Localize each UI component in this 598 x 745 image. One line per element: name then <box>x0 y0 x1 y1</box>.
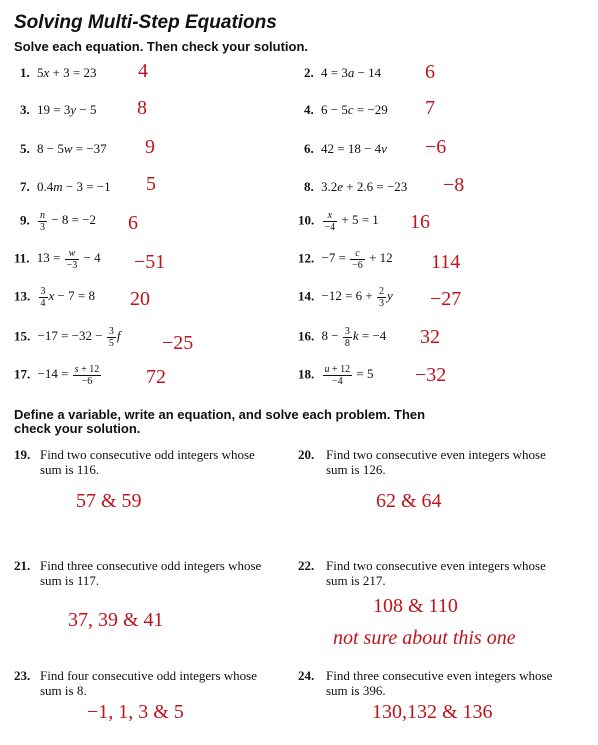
answer-14: −27 <box>430 288 462 310</box>
equation-9: $\frac{n}{3}$ − 8 = −2 <box>40 210 96 233</box>
problem-10: 10. $\frac{x}{-4}$ + 5 = 1 <box>298 210 379 233</box>
equation-18: $\frac{u + 12}{-4}$ = 5 <box>324 364 374 387</box>
answer-23: −1, 1, 3 & 5 <box>87 701 184 723</box>
problem-5: 5. 8 − 5w = −37 <box>20 141 107 156</box>
equation-14: −12 = 6 + $\frac{2}{3}$ y <box>318 286 393 309</box>
problem-2: 2. 4 = 3a − 14 <box>304 65 382 80</box>
problem-15: 15. −17 = −32 − $\frac{3}{5}$ f <box>14 326 121 349</box>
equation-10: $\frac{x}{-4}$ + 5 = 1 <box>324 210 379 233</box>
problem-6: 6. 42 = 18 − 4v <box>304 141 387 156</box>
problem-9: 9. $\frac{n}{3}$ − 8 = −2 <box>20 210 96 233</box>
instructions-equations: Solve each equation. Then check your solution. <box>14 39 309 54</box>
answer-24: 130,132 & 136 <box>372 701 493 723</box>
equation-4: 6 − 5c = −29 <box>317 102 388 117</box>
problem-20-text: Find two consecutive even integers whose sum is 126. <box>326 447 546 477</box>
problem-24-text: Find three consecutive even integers whose sum is 396. <box>326 668 553 698</box>
problem-20: 20. Find two consecutive even integers whose sum is 126. <box>298 447 558 477</box>
problem-16: 16. 8 − $\frac{3}{8}$ k = −4 <box>298 326 387 349</box>
page-title: Solving Multi-Step Equations <box>14 12 277 33</box>
problem-14: 14. −12 = 6 + $\frac{2}{3}$ y <box>298 286 393 309</box>
problem-23-text: Find four consecutive odd integers whose sum is 8. <box>40 668 257 698</box>
answer-3: 8 <box>137 97 147 119</box>
answer-10: 16 <box>410 211 430 233</box>
answer-7: 5 <box>146 173 156 195</box>
answer-20: 62 & 64 <box>376 490 442 512</box>
equation-7: 0.4m − 3 = −1 <box>33 179 111 194</box>
equation-1: 5x + 3 = 23 <box>33 65 97 80</box>
problem-21: 21. Find three consecutive odd integers whose sum is 117. <box>14 558 274 588</box>
equation-12: −7 = $\frac{c}{-6}$ + 12 <box>318 248 393 271</box>
equation-5: 8 − 5w = −37 <box>33 141 107 156</box>
answer-5: 9 <box>145 136 155 158</box>
equation-17: −14 = $\frac{s + 12}{-6}$ <box>34 364 100 387</box>
answer-17: 72 <box>146 366 166 388</box>
equation-15: −17 = −32 − $\frac{3}{5}$ f <box>34 326 121 349</box>
answer-13: 20 <box>130 288 150 310</box>
answer-1: 4 <box>138 60 148 82</box>
answer-2: 6 <box>425 61 435 83</box>
answer-19: 57 & 59 <box>76 490 142 512</box>
problem-24: 24. Find three consecutive even integers whose sum is 396. <box>298 668 568 698</box>
problem-8: 8. 3.2e + 2.6 = −23 <box>304 179 408 194</box>
answer-18: −32 <box>415 364 447 386</box>
answer-15: −25 <box>162 332 194 354</box>
problem-21-text: Find three consecutive odd integers whose sum is 117. <box>40 558 262 588</box>
problem-4: 4. 6 − 5c = −29 <box>304 102 388 117</box>
answer-8: −8 <box>443 174 465 196</box>
instructions-word-problems: Define a variable, write an equation, and solve each problem. Then check your solution. <box>14 407 426 436</box>
equation-6: 42 = 18 − 4v <box>317 141 387 156</box>
problem-3: 3. 19 = 3y − 5 <box>20 102 97 117</box>
answer-16: 32 <box>420 326 440 348</box>
problem-18: 18. $\frac{u + 12}{-4}$ = 5 <box>298 364 374 387</box>
answer-22: 108 & 110 <box>373 595 458 617</box>
answer-11: −51 <box>134 251 166 273</box>
equation-11: 13 = $\frac{w}{-3}$ − 4 <box>33 248 101 271</box>
equation-3: 19 = 3y − 5 <box>33 102 97 117</box>
equation-8: 3.2e + 2.6 = −23 <box>317 179 408 194</box>
problem-22: 22. Find two consecutive even integers whose sum is 217. <box>298 558 558 588</box>
equation-16: 8 − $\frac{3}{8}$ k = −4 <box>318 326 387 349</box>
problem-12: 12. −7 = $\frac{c}{-6}$ + 12 <box>298 248 393 271</box>
problem-17: 17. −14 = $\frac{s + 12}{-6}$ <box>14 364 102 387</box>
answer-6: −6 <box>425 136 447 158</box>
equation-2: 4 = 3a − 14 <box>317 65 382 80</box>
answer-21: 37, 39 & 41 <box>68 609 164 631</box>
problem-23: 23. Find four consecutive odd integers whose sum is 8. <box>14 668 274 698</box>
answer-9: 6 <box>128 212 138 234</box>
problem-1: 1. 5x + 3 = 23 <box>20 65 97 80</box>
problem-13: 13. $\frac{3}{4}$ x − 7 = 8 <box>14 286 95 309</box>
answer-22-note: not sure about this one <box>333 627 516 649</box>
problem-19: 19. Find two consecutive odd integers whose sum is 116. <box>14 447 274 477</box>
equation-13: $\frac{3}{4}$ x − 7 = 8 <box>40 286 95 309</box>
answer-12: 114 <box>431 251 461 273</box>
problem-11: 11. 13 = $\frac{w}{-3}$ − 4 <box>14 248 101 271</box>
answer-4: 7 <box>425 97 435 119</box>
problem-19-text: Find two consecutive odd integers whose sum is 116. <box>40 447 255 477</box>
problem-22-text: Find two consecutive even integers whose sum is 217. <box>326 558 546 588</box>
problem-7: 7. 0.4m − 3 = −1 <box>20 179 111 194</box>
